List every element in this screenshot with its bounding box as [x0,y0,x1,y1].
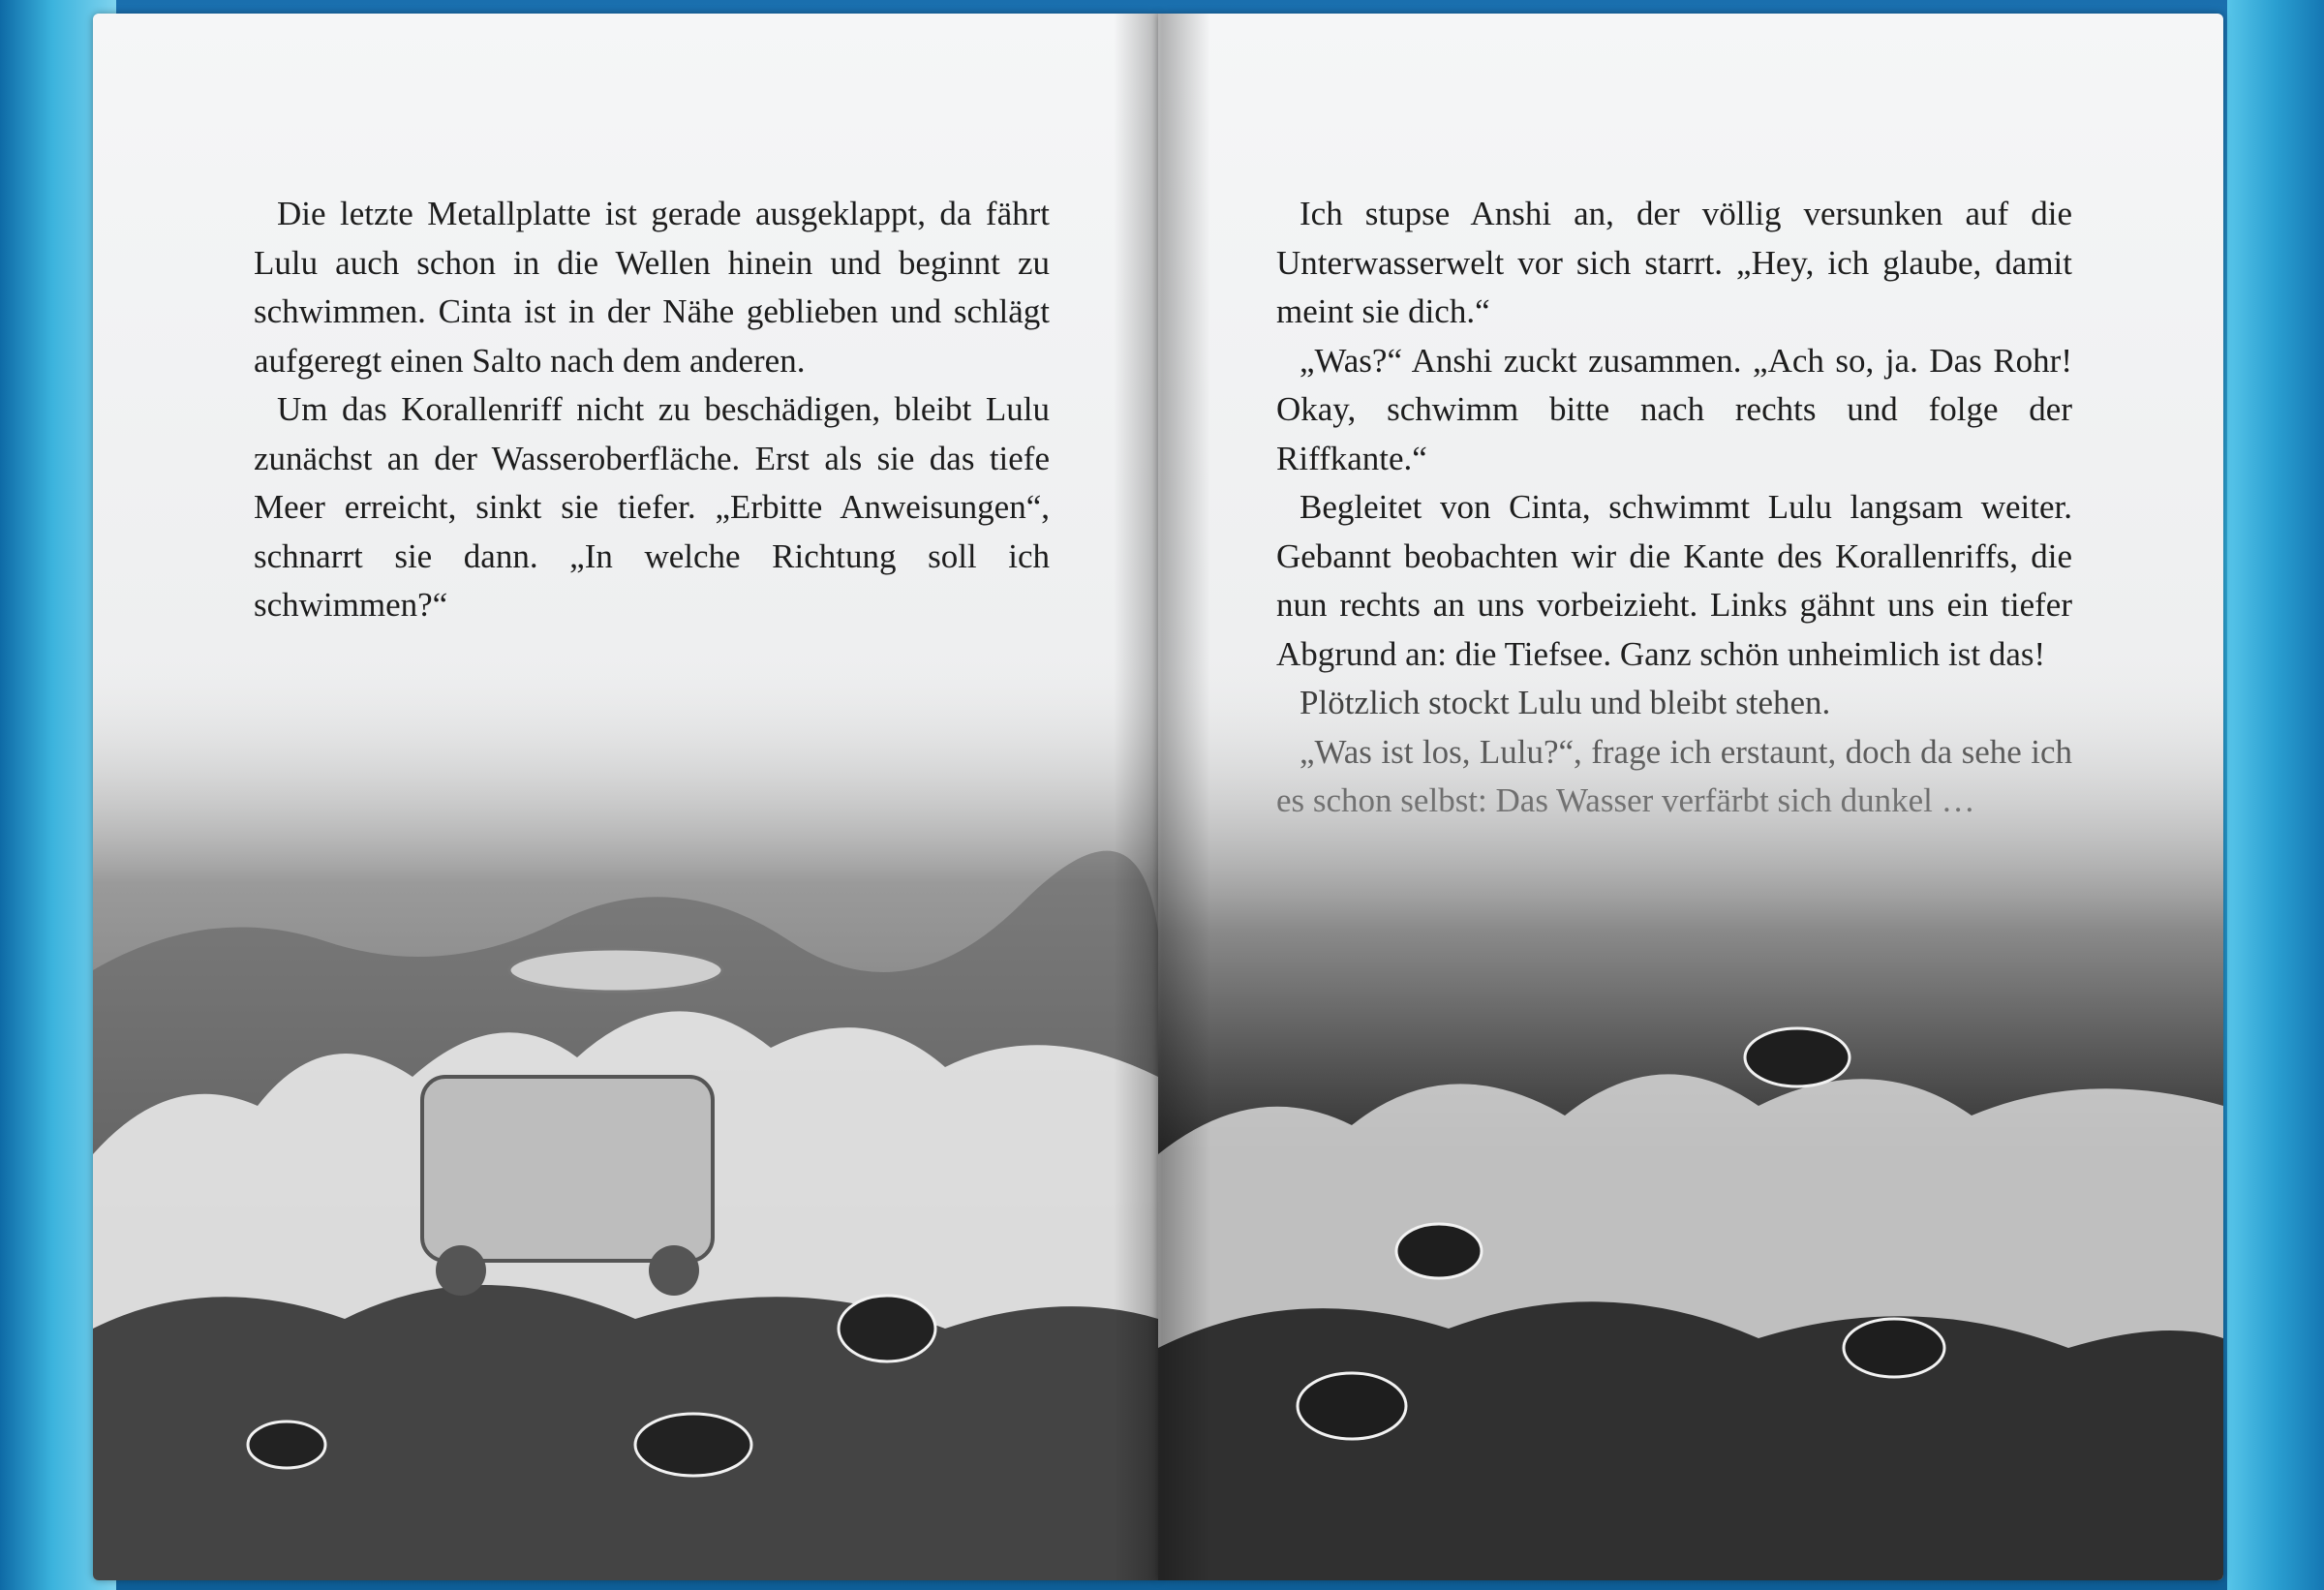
book-cover-right-edge [2227,0,2324,1590]
underwater-illustration-right [1158,651,2223,1580]
paragraph: Begleitet von Cinta, schwimmt Lulu langsam weiter. Gebannt beobachten wir die Kante des Korallenriffs, die nun rechts an uns vorbeizieht. Links gähnt uns ein tiefer [1276,488,2072,624]
underwater-illustration-left [93,651,1158,1580]
left-page-text [254,190,1050,630]
right-page [1158,14,2223,1580]
paragraph: „Was?“ Anshi zuckt zusammen. „Ach so, ja. Das Rohr! Okay, schwimm bitte nach rechts und folge der Riffkante.“ [1276,341,2072,477]
left-page [93,14,1158,1580]
paragraph: Ich stupse Anshi an, der völlig versunken auf die Unterwasserwelt vor sich starrt. „Hey, ich glaube, damit meint sie dich.“ [1276,195,2072,330]
paragraph: Um das Korallenriff nicht zu beschädigen, bleibt Lulu zunächst an der Wasseroberfläche. Erst als sie das tiefe Meer erreicht, sinkt sie tiefer. „Erbitte Anweisungen“, schnarrt sie dann. „In welche Richtung soll ich schwimmen?“ [254,390,1050,624]
paragraph: Die letzte Metallplatte ist gerade ausgeklappt, da fährt Lulu auch schon in die Wellen hinein und beginnt zu schwimmen. Cinta ist in der Nähe geblieben und schlägt aufgeregt einen Salto nach dem anderen. [254,195,1050,380]
